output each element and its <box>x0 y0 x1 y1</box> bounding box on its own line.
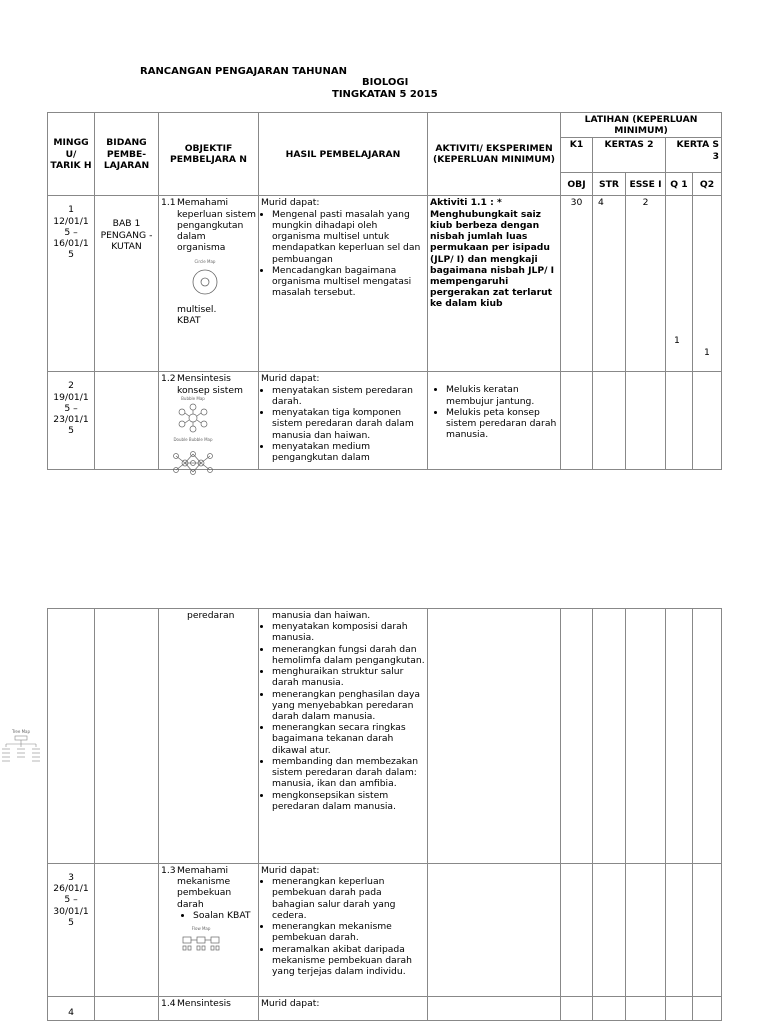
hasil-cell <box>259 196 428 372</box>
tree-map-icon <box>0 728 42 772</box>
bidang-cell <box>95 997 159 1021</box>
week-cell: 3 26/01/1 5 – 30/01/1 5 <box>48 864 95 997</box>
list-item: • meramalkan akibat daripada mekanisme pembekuan darah yang terjejas dalam individu. <box>272 944 425 978</box>
week-cell: 4 <box>48 997 95 1021</box>
objective-number: 1.3 <box>161 865 176 876</box>
plan-table-page2 <box>47 608 722 1021</box>
empty-cell <box>593 609 626 864</box>
circle-map-label: Circle Map <box>194 258 216 264</box>
empty-cell <box>626 609 666 864</box>
list-item: • menerangkan secara ringkas bagaimana tekanan darah dikawal atur. <box>272 722 425 756</box>
obj-count: 30 <box>561 196 593 372</box>
list-item: • menyatakan medium pengangkutan dalam <box>272 441 425 463</box>
week-cell: 1 12/01/1 5 – 16/01/1 5 <box>48 196 95 372</box>
week-cell <box>48 609 95 864</box>
list-item: • Melukis keratan membujur jantung. <box>446 384 558 406</box>
objektif-cell <box>159 196 259 372</box>
list-item: • menerangkan mekanisme pembekuan darah. <box>272 921 425 943</box>
objektif-cell <box>159 609 259 864</box>
objective-text: Mensintesis konsep sistem <box>177 373 243 396</box>
empty-cell <box>666 372 693 470</box>
hasil-cell <box>259 997 428 1021</box>
hasil-intro: Murid dapat: <box>261 197 320 209</box>
header-kertas3: KERTA S 3 <box>666 138 722 173</box>
aktiviti-cell <box>428 864 561 997</box>
empty-cell <box>666 609 693 864</box>
empty-cell <box>666 864 693 997</box>
list-item: • Melukis peta konsep sistem peredaran darah manusia. <box>446 407 558 441</box>
objective-text: Mensintesis <box>177 998 231 1009</box>
list-item: • membanding dan membezakan sistem peredaran darah dalam: manusia, ikan dan amfibia. <box>272 756 425 790</box>
list-item: • menerangkan penghasilan daya yang menyebabkan peredaran darah dalam manusia. <box>272 689 425 723</box>
objective-text: Memahami mekanisme pembekuan darah <box>177 865 232 910</box>
header-q1: Q 1 <box>666 173 693 196</box>
aktiviti-cell: Aktiviti 1.1 : * Menghubungkait saiz kiub berbeza dengan nisbah jumlah luas permukaan per isipadu (JLP/ I) dan mengkaji bagaimana nisbah JLP/ I mempengaruhi pergerakan zat terlarut ke dalam kiub <box>428 196 561 372</box>
bidang-cell <box>95 609 159 864</box>
bidang-cell <box>95 372 159 470</box>
hasil-intro: Murid dapat: <box>261 373 320 385</box>
aktiviti-cell <box>428 372 561 470</box>
empty-cell <box>693 372 722 470</box>
flow-map-icon <box>179 925 223 953</box>
list-item: • menerangkan keperluan pembekuan darah pada bahagian salur darah yang cedera. <box>272 876 425 921</box>
hasil-cell <box>259 864 428 997</box>
flow-map-label: Flow Map <box>191 926 211 932</box>
week-cell: 2 19/01/1 5 – 23/01/1 5 <box>48 372 95 470</box>
hasil-cell <box>259 609 428 864</box>
table-row <box>48 864 722 997</box>
empty-cell <box>626 997 666 1021</box>
empty-cell <box>593 372 626 470</box>
empty-cell <box>693 609 722 864</box>
hasil-intro: Murid dapat: <box>261 998 320 1009</box>
plan-table-page1 <box>47 112 722 470</box>
objective-number: 1.2 <box>161 373 176 385</box>
bidang-cell <box>95 864 159 997</box>
empty-cell <box>593 997 626 1021</box>
str-count: 4 <box>593 196 626 372</box>
table-row <box>48 609 722 864</box>
objective-number: 1.4 <box>161 998 176 1009</box>
esse-count: 2 <box>626 196 666 372</box>
circle-map-icon <box>185 258 225 298</box>
objective-number: 1.1 <box>161 197 176 209</box>
objektif-cell <box>159 372 259 470</box>
list-item: • Soalan KBAT <box>193 910 256 921</box>
header-latihan: LATIHAN (KEPERLUAN MINIMUM) <box>561 113 722 138</box>
header-hasil: HASIL PEMBELAJARAN <box>259 113 428 196</box>
list-item: • Mengenal pasti masalah yang mungkin dihadapi oleh organisma multisel untuk mendapatkan keperluan sel dan pembuangan <box>272 209 425 265</box>
empty-cell <box>561 372 593 470</box>
aktiviti-cell <box>428 609 561 864</box>
empty-cell <box>693 997 722 1021</box>
tree-map-label: Tree Map <box>11 729 31 734</box>
objective-text: Memahami keperluan sistem pengangkutan dalam organisma <box>177 197 256 254</box>
table-row <box>48 196 722 372</box>
header-aktiviti: AKTIVITI/ EKSPERIMEN (KEPERLUAN MINIMUM) <box>428 113 561 196</box>
hasil-intro: Murid dapat: <box>261 865 320 876</box>
list-item: • Mencadangkan bagaimana organisma multisel mengatasi masalah tersebut. <box>272 265 425 299</box>
hasil-cell <box>259 372 428 470</box>
header-esse: ESSE I <box>626 173 666 196</box>
objektif-cell <box>159 864 259 997</box>
double-bubble-map-label: Double Bubble Map <box>173 436 213 442</box>
header-q2: Q2 <box>693 173 722 196</box>
header-minggu: MINGG U/ TARIK H <box>48 113 95 196</box>
empty-cell <box>626 864 666 997</box>
header-obj: OBJ <box>561 173 593 196</box>
bubble-map-icon <box>171 396 215 436</box>
header-k1: K1 <box>561 138 593 173</box>
objective-continuation: peredaran <box>187 610 235 621</box>
doc-title-line2: BIOLOGI <box>362 77 409 88</box>
table-row <box>48 997 722 1021</box>
hasil-continuation: manusia dan haiwan. <box>272 610 371 621</box>
header-kertas2: KERTAS 2 <box>593 138 666 173</box>
empty-cell <box>561 864 593 997</box>
empty-cell <box>561 997 593 1021</box>
doc-title-line1: RANCANGAN PENGAJARAN TAHUNAN <box>140 66 348 77</box>
list-item: • menyatakan tiga komponen sistem peredaran darah dalam manusia dan haiwan. <box>272 407 425 441</box>
list-item: • menyatakan komposisi darah manusia. <box>272 621 425 643</box>
list-item: • mengkonsepsikan sistem peredaran dalam manusia. <box>272 790 425 812</box>
objektif-cell <box>159 997 259 1021</box>
list-item: • menerangkan fungsi darah dan hemolimfa dalam pengangkutan. <box>272 644 425 666</box>
table-row <box>48 372 722 470</box>
empty-cell <box>666 997 693 1021</box>
empty-cell <box>626 372 666 470</box>
aktiviti-cell <box>428 997 561 1021</box>
doc-title-line3: TINGKATAN 5 2015 <box>332 89 438 100</box>
header-objektif: OBJEKTIF PEMBELJARA N <box>159 113 259 196</box>
list-item: • menyatakan sistem peredaran darah. <box>272 385 425 407</box>
bidang-cell: BAB 1 PENGANG -KUTAN <box>95 196 159 372</box>
double-bubble-map-icon <box>171 436 215 482</box>
objective-continuation: multisel. KBAT <box>177 303 217 326</box>
list-item: • menghuraikan struktur salur darah manusia. <box>272 666 425 688</box>
q1-count: 1 <box>666 196 693 372</box>
empty-cell <box>693 864 722 997</box>
q2-count: 1 <box>693 196 722 372</box>
empty-cell <box>561 609 593 864</box>
empty-cell <box>593 864 626 997</box>
header-str: STR <box>593 173 626 196</box>
bubble-map-label: Bubble Map <box>181 395 205 401</box>
header-bidang: BIDANG PEMBE-LAJARAN <box>95 113 159 196</box>
